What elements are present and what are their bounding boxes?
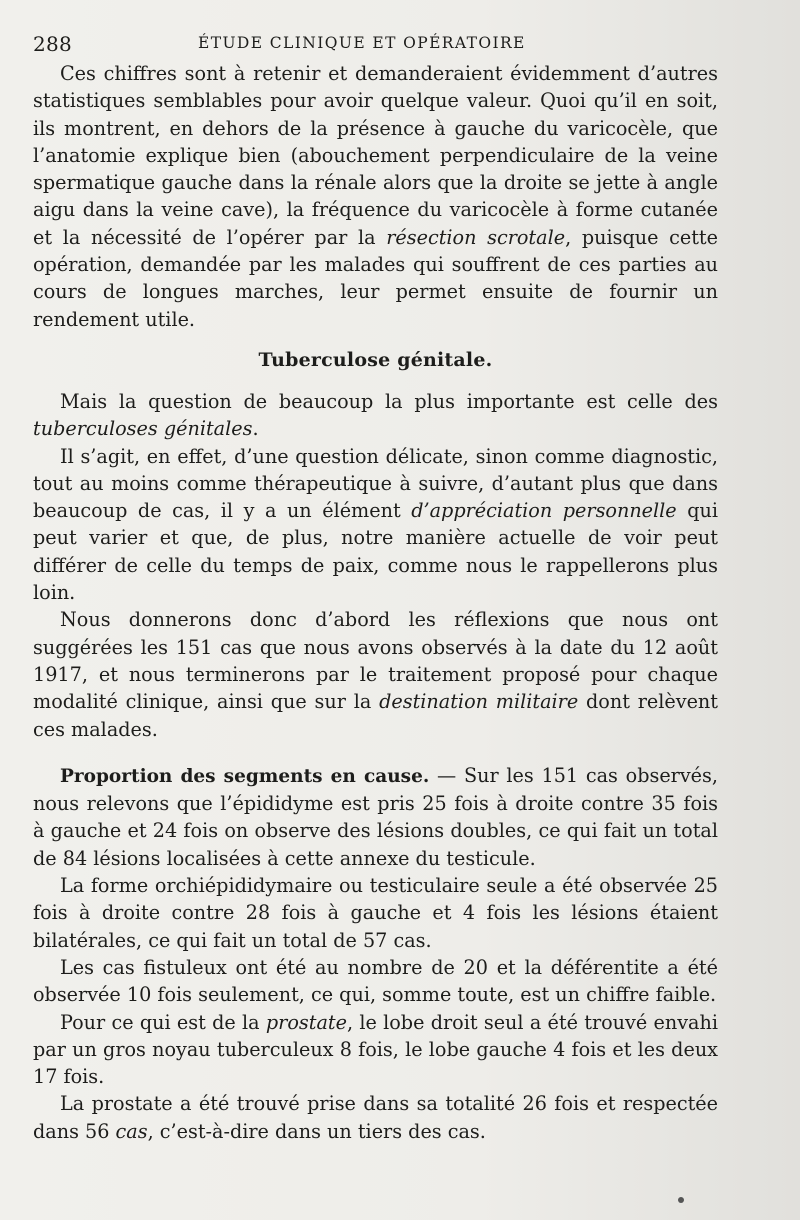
p2-text-a: Mais la question de beaucoup la plus importante est celle des: [60, 389, 718, 413]
paragraph-prostate-lobes: [33, 1009, 718, 1091]
paragraph-delicate-question: [33, 443, 718, 607]
p4-emphasis: destination militaire: [379, 690, 579, 714]
paragraph-prostate-totality: [33, 1090, 718, 1145]
p2-text-b: .: [252, 417, 259, 441]
p7-text-a: Les cas fistuleux ont été au nombre de 20 et la déférentite a été observée 10 fois seulement, ce qui, somme toute, est un chiffre faible.: [33, 955, 718, 1007]
p4-text-b: dont relèvent ces malades.: [33, 690, 718, 741]
paragraph-segment-proportion: [33, 762, 718, 872]
p3-text-b: qui peut varier et que, de plus, notre manière actuelle de voir peut différer de celle du temps de paix, comme nous le rappellerons plus loin.: [33, 499, 718, 605]
paragraph-gap: [33, 743, 718, 762]
p1-text-b: , puisque cette opération, demandée par les malades qui souffrent de ces parties au cours de longues marches, leur permet ensuite de fournir un rendement utile.: [33, 225, 718, 331]
paragraph-orchiepididymal: [33, 872, 718, 954]
paragraph-151-cases: [33, 606, 718, 742]
page-number: 288: [33, 32, 73, 56]
ink-speck: [678, 1197, 684, 1203]
p1-text-a: Ces chiffres sont à retenir et demanderaient évidemment d’autres statistiques semblables pour avoir quelque valeur. Quoi qu’il en soit, ils montrent, en dehors de la présence à gauche du varicocèle, que l’anatomie explique bien (abouchement perpendiculaire de la veine spermatique gauche dans la rénale alors que la droite se jette à angle aigu dans la veine cave), la fréquence du varicocèle à forme cutanée et la nécessité de l’opérer par la: [33, 62, 718, 249]
p9-text-a: La prostate a été trouvé prise dans sa totalité 26 fois et respectée dans 56: [33, 1092, 718, 1143]
p8-emphasis: prostate: [265, 1010, 347, 1034]
p9-emphasis: cas: [115, 1119, 148, 1143]
p5-text-a: — Sur les 151 cas observés, nous relevons que l’épididyme est pris 25 fois à droite contre 35 fois à gauche et 24 fois on observe des lésions doubles, ce qui fait un total de 84 lésions localisées à cette annexe du testicule.: [33, 763, 718, 870]
p6-text-a: La forme orchiépididymaire ou testiculaire seule a été observée 25 fois à droite contre 28 fois à gauche et 4 fois les lésions étaient bilatérales, ce qui fait un total de 57 cas.: [33, 874, 718, 952]
paragraph-fistulous: [33, 954, 718, 1009]
run-in-heading: Proportion des segments en cause.: [60, 765, 430, 787]
p3-emphasis: d’appréciation personnelle: [411, 499, 677, 523]
page-header: [33, 30, 718, 60]
p1-emphasis: résection scrotale: [386, 225, 566, 249]
paragraph-varicocele-conclusion: [33, 60, 718, 333]
paragraph-intro-tuberculosis: [33, 388, 718, 443]
running-title: ÉTUDE CLINIQUE ET OPÉRATOIRE: [198, 34, 526, 52]
p8-text-b: , le lobe droit seul a été trouvé envahi par un gros noyau tuberculeux 8 fois, le lobe gauche 4 fois et les deux 17 fois.: [33, 1010, 718, 1089]
p8-text-a: Pour ce qui est de la: [60, 1010, 266, 1034]
p9-text-b: , c’est-à-dire dans un tiers des cas.: [147, 1119, 486, 1143]
section-heading: Tuberculose génitale.: [258, 348, 493, 371]
p4-text-a: Nous donnerons donc d’abord les réflexions que nous ont suggérées les 151 cas que nous avons observés à la date du 12 août 1917, et nous terminerons par le traitement proposé pour chaque modalité clinique, ainsi que sur la: [33, 608, 718, 714]
p3-text-a: Il s’agit, en effet, d’une question délicate, sinon comme diagnostic, tout au moins comme thérapeutique à suivre, d’autant plus que dans beaucoup de cas, il y a un élément: [33, 444, 718, 523]
p2-emphasis: tuberculoses génitales: [33, 417, 253, 441]
